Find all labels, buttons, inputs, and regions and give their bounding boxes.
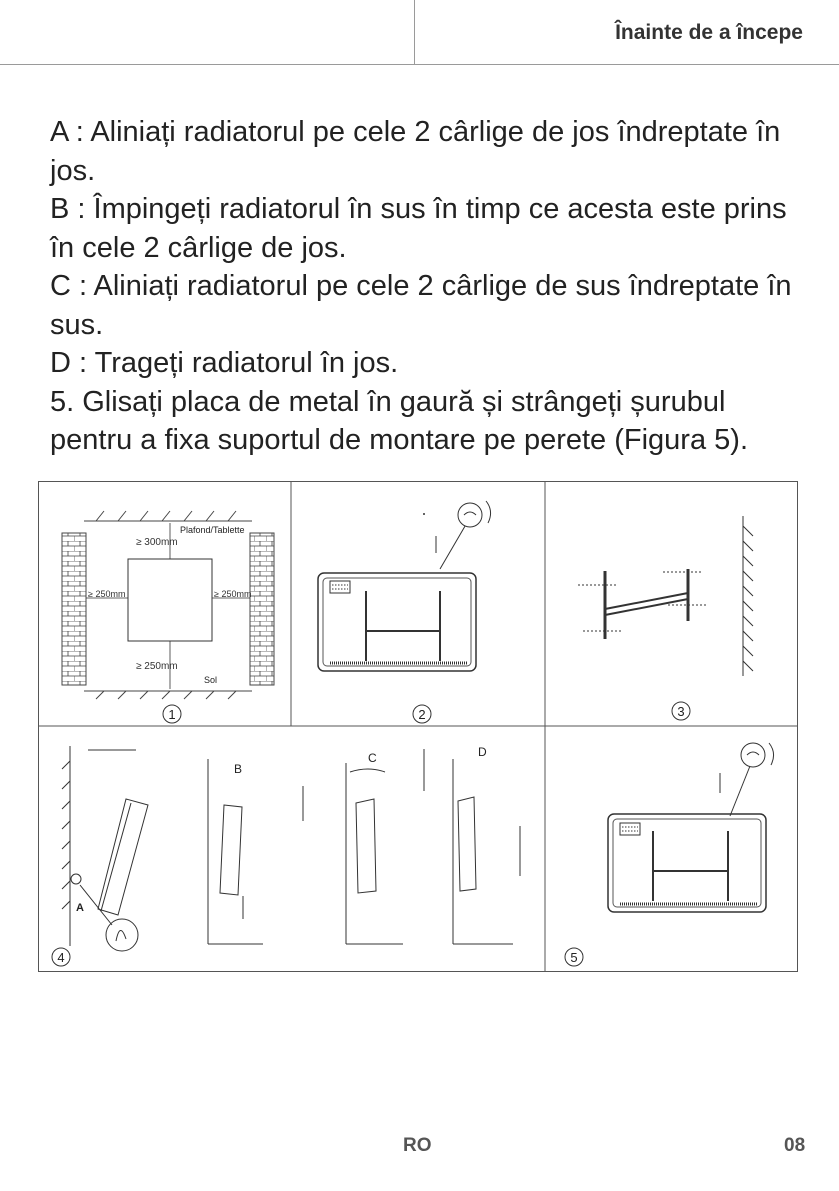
panel-radiator-bracket <box>318 501 491 723</box>
instruction-b: B : Împingeți radiatorul în sus în timp ce acesta este prins în cele 2 cârlige de jos. <box>50 193 787 264</box>
instruction-a: A : Aliniați radiatorul pe cele 2 cârlige de jos îndreptate în jos. <box>50 116 781 187</box>
panel-5-number: 5 <box>570 950 578 965</box>
instruction-5: 5. Glisați placa de metal în gaură și strângeți șurubul pentru a fixa suportul de montare pe perete (Figura 5). <box>50 385 748 456</box>
top-clearance-label: ≥ 300mm <box>136 537 178 548</box>
ceiling-label: Plafond/Tablette <box>180 525 245 535</box>
panel-bracket-wall <box>578 516 753 720</box>
section-title: Înainte de a începe <box>615 21 803 44</box>
panel-3-number: 3 <box>677 704 685 719</box>
step-d-label: D <box>478 745 487 759</box>
step-c-label: C <box>368 751 377 765</box>
instructions-text <box>50 113 810 460</box>
bottom-clearance-label: ≥ 250mm <box>136 661 178 672</box>
panel-2-number: 2 <box>418 707 426 722</box>
panel-4-number: 4 <box>57 950 65 965</box>
header-divider-vertical <box>414 0 415 64</box>
footer-language: RO <box>403 1135 432 1156</box>
panel-hanging-steps <box>52 745 520 966</box>
floor-label: Sol <box>204 675 218 685</box>
left-clearance-label: ≥ 250mm <box>88 589 126 599</box>
header-divider <box>0 64 839 65</box>
panel-radiator-fixed <box>565 743 774 966</box>
right-clearance-label: ≥ 250mm <box>214 589 252 599</box>
panel-clearance <box>62 511 274 723</box>
installation-figure <box>38 481 798 972</box>
page-number: 08 <box>784 1135 806 1156</box>
instruction-d: D : Trageți radiatorul în jos. <box>50 347 399 379</box>
step-b-label: B <box>234 762 243 776</box>
step-a-label: A <box>76 902 84 914</box>
instruction-c: C : Aliniați radiatorul pe cele 2 cârlige de sus îndreptate în sus. <box>50 270 792 341</box>
panel-1-number: 1 <box>168 707 176 722</box>
radiator-outline <box>128 559 212 641</box>
